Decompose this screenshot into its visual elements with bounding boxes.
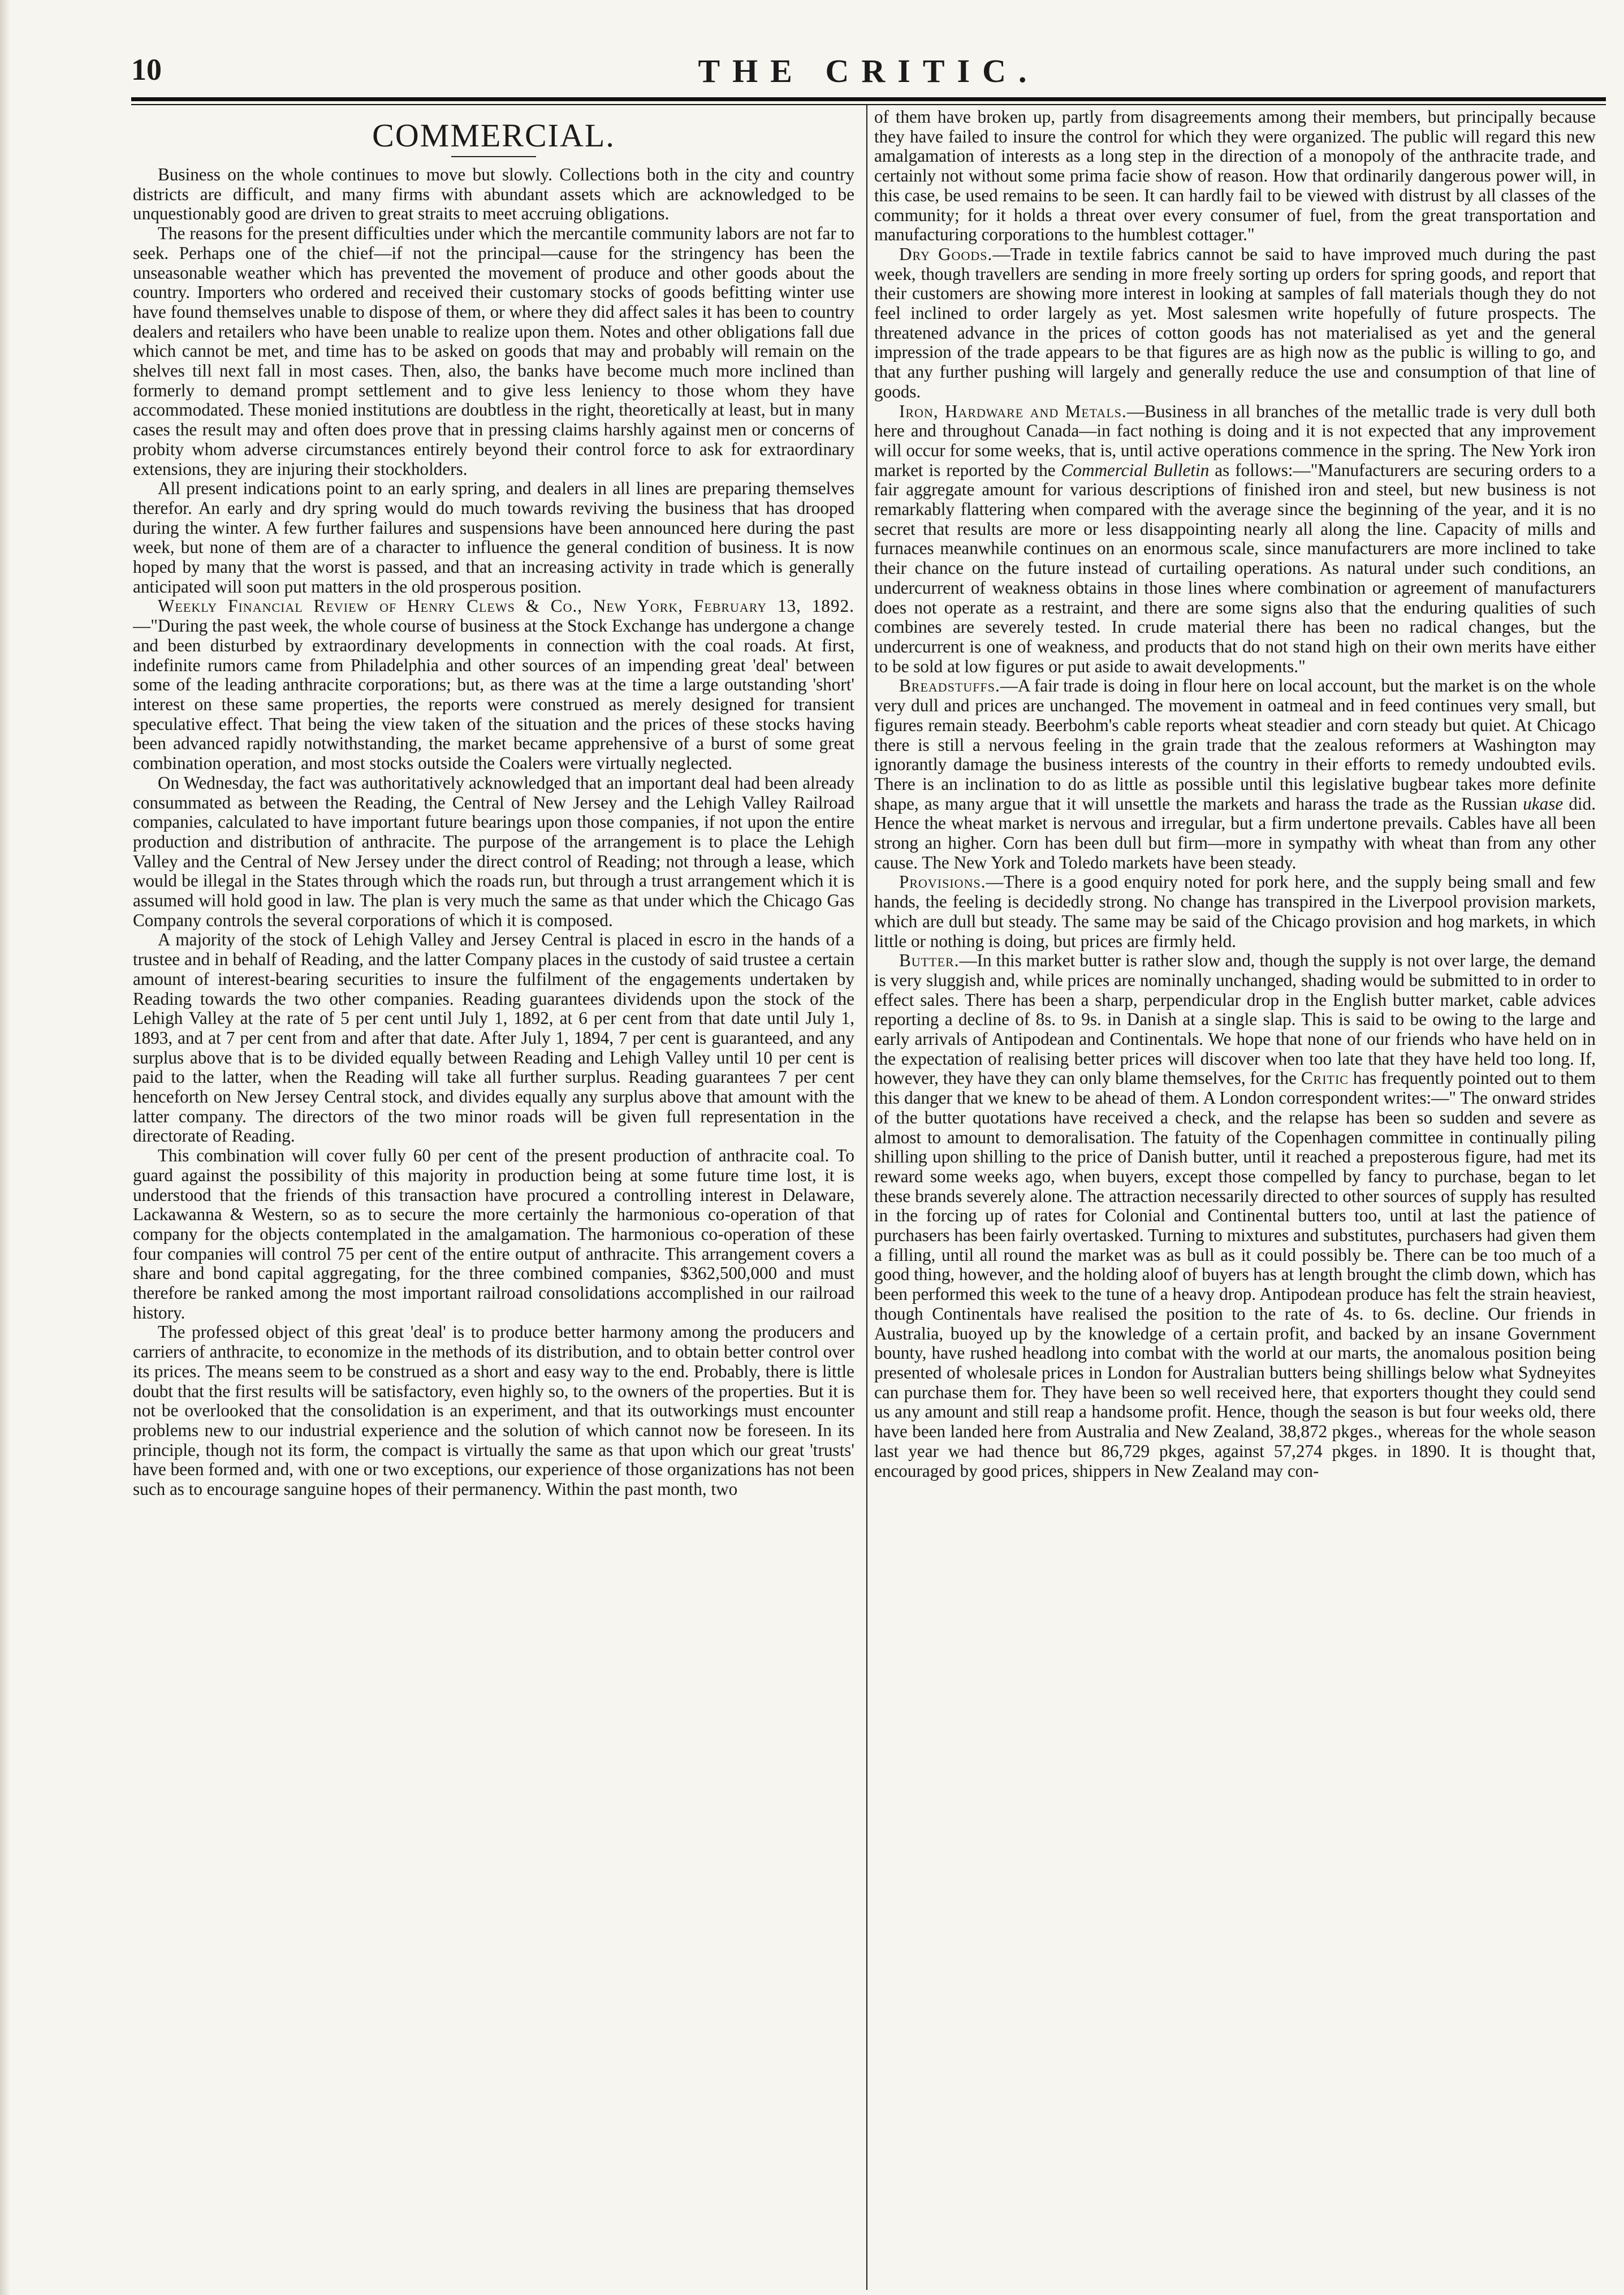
clews-review-body: —"During the past week, the whole course of business at the Stock Exchange has undergone a change and been disturbed by extraordinary developments in connection with the coal roads. At first, indefinite rumors came from Philadelphia and other sources of an impending great 'deal' between some of the leading anthracite corporations; but, as there was at the time a large outstanding 'short' interest on these same properties, the reports were construed as merely designed for transient speculative effect. That being the view taken of the situation and the prices of these stocks having been advanced rapidly notwithstanding, the market became apprehensive of a burst of some great combination operation, and most stocks outside the Coalers were virtually neglected. xyxy=(133,616,854,773)
section-title: COMMERCIAL. xyxy=(372,117,615,154)
title-rule xyxy=(451,156,536,157)
iron-body-2: as follows:—"Manufacturers are securing orders to a fair aggregate amount for various descriptions of finished iron and steel, but new business is not remarkably flattering when compared with the average since the beginning of the year, and it is no secret that results are more or less disappointing nearly all along the line. Capacity of mills and furnaces meanwhile continues on an enormous scale, since manufacturers are more inclined to take their chance on the future instead of curtailing operations. As natural under such conditions, an undercurrent of weakness obtains in those lines where combination or agreement of manufacturers does not operate as a restraint, and there are some signs also that the enduring qualities of such combines are severely tested. In crude material there has been no radical changes, but the undercurrent is one of weakness, and products that do not stand high on their own merits have either to be sold at low figures or put aside to await developments." xyxy=(874,460,1596,676)
dry-goods-heading: Dry Goods. xyxy=(899,244,993,264)
paragraph-continued: of them have broken up, partly from disagreements among their members, but principally because they have failed to insure the control for which they were organized. The public will regard this new amalgamation of interests as a long step in the direction of a monopoly of the anthracite trade, and certainly not without some prima facie show of reason. How that ordinarily dangerous power will, in this case, be used remains to be seen. It can hardly fail to be viewed with distrust by all classes of the community; for it holds a threat over every consumer of fuel, from the great transportation and manufacturing corporations to the humblest cottager." xyxy=(874,107,1596,245)
iron-source: Commercial Bulletin xyxy=(1061,460,1210,480)
paragraph-reasons: The reasons for the present difficulties under which the mercantile community labors are not far to seek. Perhaps one of the chief—if not the principal—cause for the stringency has been the unseasonable weather which has prevented the movement of produce and other goods about the country. Importers who ordered and received their customary stocks of goods befitting winter use have found themselves unable to dispose of them, or where they did affect sales it has been to country dealers and retailers who have been unable to realize upon them. Notes and other obligations fall due which cannot be met, and time has to be asked on goods that may and probably will remain on the shelves till next fall in most cases. Then, also, the banks have become much more inclined than formerly to demand prompt settlement and to give less leniency to those whom they have accommodated. These monied institutions are doubtless in the right, theoretically at least, but in many cases the result may and often does prove that in pressing claims harshly against men or concerns of probity whom adverse circumstances entirely beyond their control force to ask for extraordinary extensions, they are injuring their stockholders. xyxy=(133,223,854,479)
breadstuffs-heading: Breadstuffs. xyxy=(899,676,1000,696)
butter-heading: Butter. xyxy=(899,950,960,971)
right-column xyxy=(874,107,1596,2293)
binding-edge xyxy=(0,0,10,2295)
paragraph-dry-goods xyxy=(874,245,1596,402)
breadstuffs-body-1: —A fair trade is doing in flour here on local account, but the market is on the whole very dull and prices are unchanged. The movement in oatmeal and in feed continues very small, but figures remain steady. Beerbohm's cable reports wheat steadier and corn steady but quiet. At Chicago there is still a nervous feeling in the grain trade that the zealous reformers at Washington may ignorantly damage the business interests of the country in their efforts to remedy undoubted evils. There is an inclination to do as little as possible until this legislative bugbear takes more definite shape, as many argue that it will unsettle the markets and harass the trade as the Russian xyxy=(874,676,1596,814)
paragraph-breadstuffs xyxy=(874,676,1596,872)
breadstuffs-ukase: ukase xyxy=(1523,793,1563,814)
paragraph-provisions xyxy=(874,872,1596,951)
butter-body-1: —In this market butter is rather slow and, though the supply is not over large, the demand is very sluggish and, while prices are nominally unchanged, shading would be submitted to in order to effect sales. There has been a sharp, perpendicular drop in the English butter market, cable advices reporting a decline of 8s. to 9s. in Danish at a single slap. This is said to be owing to the large and early arrivals of Antipodean and Continentals. We hope that none of our friends who have held on in the expectation of realising better prices will discover when too late that they have held too long. If, however, they have they can only blame themselves, for the xyxy=(874,950,1596,1088)
dry-goods-body: —Trade in textile fabrics cannot be said to have improved much during the past week, though travellers are sending in more freely sorting up orders for spring goods, and report that their customers are showing more interest in looking at samples of fall materials though they do not feel inclined to order largely as yet. Most salesmen write hopefully of future prospects. The threatened advance in the prices of cotton goods has not materialised as yet and the general impression of the trade appears to be that figures are as high now as the public is willing to go, and that any further pushing will largely and generally reduce the use and consumption of that line of goods. xyxy=(874,244,1596,401)
paragraph-clews-review xyxy=(133,597,854,773)
iron-heading: Iron, Hardware and Metals. xyxy=(899,401,1127,421)
butter-body-2: has frequently pointed out to them this danger that we knew to be ahead of them. A London correspondent writes:—" The onward strides of the butter quotations have received a check, and the relapse has been so sudden and severe as almost to amount to demoralisation. The fatuity of the Copenhagen committee in continually piling shilling upon shilling to the price of Danish butter, until it reached a preposterous figure, had met its reward some weeks ago, when buyers, except those compelled by fancy to purchase, began to let these brands severely alone. The attraction necessarily directed to other sources of supply has resulted in the forcing up of rates for Colonial and Continental butters too, until at last the patience of purchasers has been fairly overtasked. Turning to mixtures and substitutes, purchasers had given them a filling, until all round the market was as bull as it could possibly be. There can be too much of a good thing, however, and the holding aloof of buyers has at length brought the climb down, which has been performed this week to the tune of a heavy drop. Antipodean produce has felt the strain heaviest, though Continentals have realised the position to the rate of 4s. to 6s. decline. Our friends in Australia, buoyed up by the knowledge of a certain profit, and backed by an insane Government bounty, have rushed headlong into combat with the world at our marts, the anomalous position being presented of wholesale prices in London for Australian butters being shillings below what Sydneyites can purchase them for. They have been so well received here, that exporters thought they could send us any amount and still reap a handsome profit. Hence, though the season is but four weeks old, there have been landed here from Australia and New Zealand, 38,872 pkges., whereas for the whole season last year we had thence but 86,729 pkges, against 57,274 pkges. in 1890. It is thought that, encouraged by good prices, shippers in New Zealand may con- xyxy=(874,1068,1596,1481)
paragraph-butter xyxy=(874,951,1596,1481)
left-column xyxy=(133,107,854,2293)
journal-title: THE CRITIC. xyxy=(698,53,1039,89)
provisions-heading: Provisions. xyxy=(899,872,986,892)
butter-critic: Critic xyxy=(1301,1068,1349,1088)
breadstuffs-body-2: did. Hence the wheat market is nervous and irregular, but a firm undertone prevails. Cables have all been strong an higher. Corn has been dull but firm—more in sympathy with wheat than from any other cause. The New York and Toledo markets have been steady. xyxy=(874,793,1596,872)
clews-review-heading: Weekly Financial Review of Henry Clews & Co., New York, February 13, 1892. xyxy=(158,596,854,616)
iron-body-1: —Business in all branches of the metallic trade is very dull both here and throughout Canada—in fact nothing is doing and it is not expected that any improvement will occur for some weeks, that is, until active operations commence in the spring. The New York iron market is reported by the xyxy=(874,401,1596,480)
paragraph-majority-stock: A majority of the stock of Lehigh Valley and Jersey Central is placed in escro in the hands of a trustee and in behalf of Reading, and the latter Company places in the custody of said trustee a certain amount of interest-bearing securities to insure the fulfilment of the engagements undertaken by Reading towards the two other companies. Reading guarantees dividends upon the stock of the Lehigh Valley at the rate of 5 per cent until July 1, 1892, at 6 per cent from that date until July 1, 1893, and at 7 per cent from and after that date. After July 1, 1894, 7 per cent is guaranteed, and any surplus above that is to be divided equally between Reading and Lehigh Valley until 10 per cent is paid to the latter, when the Reading will take all further surplus. Reading guarantees 7 per cent henceforth on New Jersey Central stock, and divides equally any surplus above that amount with the latter company. The directors of the two minor roads will be given full representation in the directorate of Reading. xyxy=(133,930,854,1146)
paragraph-business-slow: Business on the whole continues to move but slowly. Collections both in the city and country districts are difficult, and many firms with abundant assets which are acknowledged to be unquestionably good are driven to great straits to meet accruing obligations. xyxy=(133,165,854,224)
page-number: 10 xyxy=(131,53,162,87)
header-rule-heavy xyxy=(131,97,1606,101)
paragraph-professed-object: The professed object of this great 'deal' is to produce better harmony among the producers and carriers of anthracite, to economize in the methods of its distribution, and to obtain better control over its prices. The means seem to be construed as a short and easy way to the end. Probably, there is little doubt that the first results will be satisfactory, even highly so, to the owners of the properties. But it is not be overlooked that the consolidation is an experiment, and that its outworkings must encounter problems new to our industrial experience and the solution of which cannot now be foreseen. In its principle, though not its form, the compact is virtually the same as that upon which our great 'trusts' have been formed and, with one or two exceptions, our experience of those organizations has not been such as to encourage sanguine hopes of their permanency. Within the past month, two xyxy=(133,1322,854,1499)
header-rule-thin xyxy=(131,104,1606,105)
provisions-body: —There is a good enquiry noted for pork here, and the supply being small and few hands, the feeling is decidedly strong. No change has transpired in the Liverpool provision markets, which are dull but steady. The same may be said of the Chicago provision and hog markets, in which little or nothing is doing, but prices are firmly held. xyxy=(874,872,1596,951)
column-divider xyxy=(866,105,867,2290)
paragraph-early-spring: All present indications point to an early spring, and dealers in all lines are preparing themselves therefor. An early and dry spring would do much towards reviving the business that has drooped during the winter. A few further failures and suspensions have been announced here during the past week, but none of them are of a character to influence the general condition of business. It is now hoped by many that the worst is passed, and that an increasing activity in trade which is generally anticipated will soon put matters in the old prosperous position. xyxy=(133,478,854,597)
paragraph-iron xyxy=(874,402,1596,677)
paragraph-wednesday-deal: On Wednesday, the fact was authoritatively acknowledged that an important deal had been already consummated as between the Reading, the Central of New Jersey and the Lehigh Valley Railroad companies, calculated to have important future bearings upon those companies, if not upon the entire production and distribution of anthracite. The purpose of the arrangement is to place the Lehigh Valley and the Central of New Jersey under the direct control of Reading; not through a lease, which would be illegal in the States through which the roads run, but through a trust arrangement which it is assumed will hold good in law. The plan is very much the same as that under which the Chicago Gas Company controls the several corporations of which it is composed. xyxy=(133,772,854,930)
paragraph-combination: This combination will cover fully 60 per cent of the present production of anthracite coal. To guard against the possibility of this majority in production being at some future time lost, it is understood that the friends of this transaction have procured a controlling interest in Delaware, Lackawanna & Western, so as to secure the more certainly the harmonious co-operation of that company for the objects contemplated in the amalgamation. The harmonious co-operation of these four companies will control 75 per cent of the entire output of anthracite. This arrangement covers a share and bond capital aggregating, for the three combined companies, $362,500,000 and must therefore be ranked among the most important railroad consolidations accomplished in our railroad history. xyxy=(133,1146,854,1322)
